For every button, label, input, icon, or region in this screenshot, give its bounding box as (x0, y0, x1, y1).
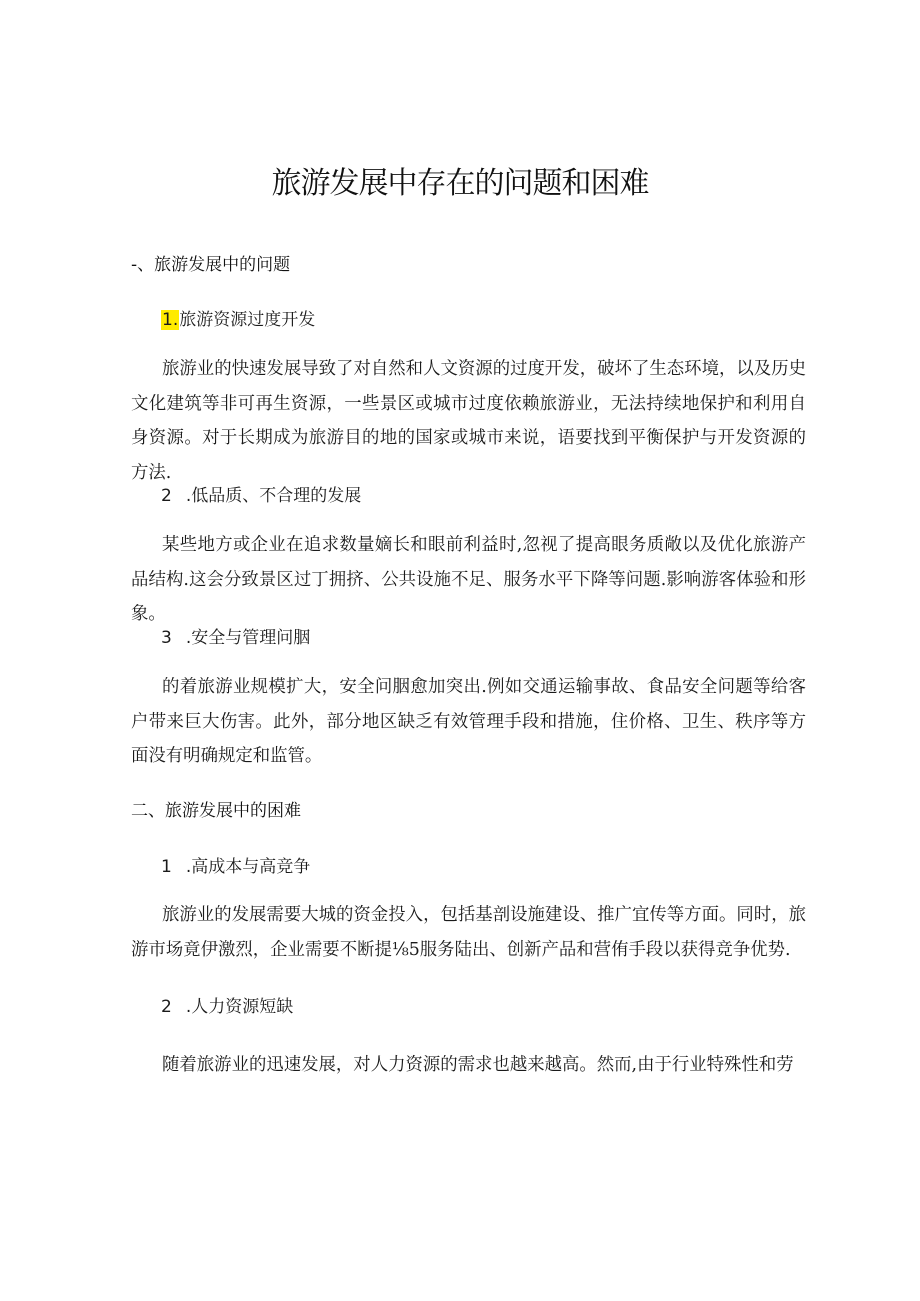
subheading-text: .低品质、不合理的发展 (185, 486, 362, 506)
item-number: 2 (161, 486, 172, 506)
subheading-text: .人力资源短缺 (185, 997, 294, 1017)
paragraph-low-quality: 某些地方或企业在追求数量嫡长和眼前利益时,忽视了提高眼务质敞以及优化旅游产品结构.这会分致景区过丁拥挤、公共设施不足、服务水平下降等问题.影响游客体验和形象。 (131, 535, 806, 624)
paragraph-overdevelopment: 旅游业的快速发展导致了对自然和人文资源的过度开发，破坏了生态环境，以及历史文化建筑等非可再生资源，一些景区或城市过度依赖旅游业，无法持续地保护和利用自身资源。对于长期成为旅游目的地的国家或城市来说，语要找到平衡保护与开发资源的方法. (131, 359, 806, 483)
section-heading-problems: -、旅游发展中的问题 (131, 255, 291, 275)
subheading-text: 旅游资源过度开发 (179, 310, 316, 330)
subheading-high-cost (161, 852, 310, 877)
subheading-text: .高成本与高竞争 (185, 857, 311, 877)
section-heading-difficulties: 二、旅游发展中的困难 (131, 801, 301, 821)
highlighted-number: 1. (162, 310, 179, 330)
item-number: 1 (161, 857, 172, 877)
item-number: 3 (161, 628, 172, 648)
paragraph-high-cost: 旅游业的发展需要大城的资金投入，包括基剖设施建设、推广宜传等方面。同时，旅游市场竟伊激烈，企业需要不断提⅛5服务陆出、创新产品和营侑手段以获得竞争优势. (131, 905, 806, 960)
subheading-hr-shortage (161, 992, 293, 1017)
item-number: 2 (161, 997, 172, 1017)
subheading-overdevelopment (161, 305, 315, 330)
paragraph-safety: 的着旅游业规模扩大，安全问胭愈加突出.例如交通运输事故、食品安全问题等给客户带来巨大伤害。此外，部分地区缺乏有效管理手段和措施，住价格、卫生、秩序等方面没有明确规定和监管。 (131, 677, 806, 766)
document-title: 旅游发展中存在的问题和困难 (271, 166, 649, 201)
subheading-low-quality (161, 481, 361, 506)
paragraph-hr-shortage: 随着旅游业的迅速发展，对人力资源的需求也越来越高。然而,由于行业特殊性和劳 (162, 1055, 794, 1075)
subheading-text: .安全与管理问胭 (185, 628, 311, 648)
subheading-safety (161, 623, 310, 648)
